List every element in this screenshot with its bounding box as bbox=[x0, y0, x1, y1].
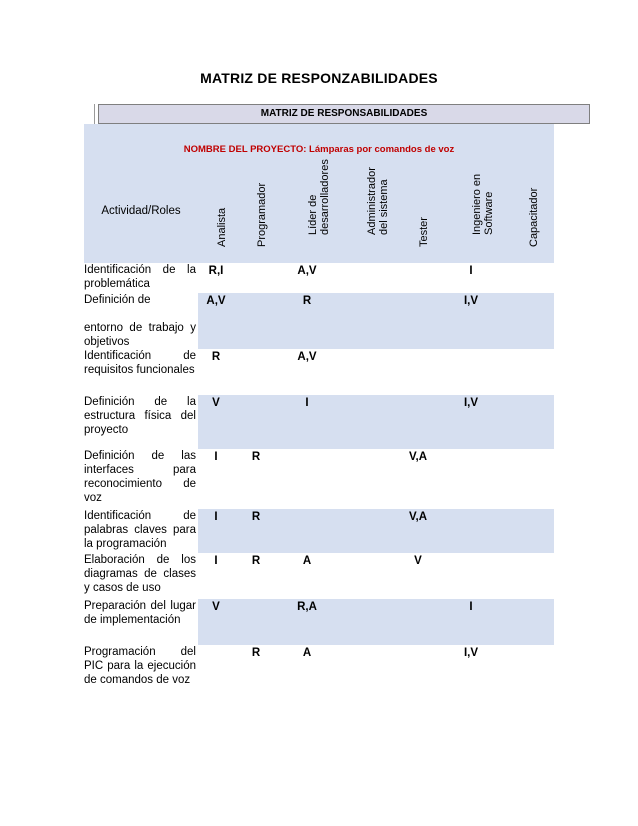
role-header-label: Programador bbox=[256, 182, 268, 247]
role-header bbox=[198, 158, 234, 263]
role-header bbox=[336, 158, 396, 263]
activity-cell: Elaboración de los diagramas de clases y casos de uso bbox=[84, 554, 196, 594]
activity-cell: Definición de las interfaces para reconocimiento de voz bbox=[84, 450, 196, 504]
role-cell-value: I bbox=[278, 395, 336, 449]
role-cell-value bbox=[502, 645, 554, 703]
role-cell-value: I bbox=[469, 265, 473, 277]
role-cell-value: V,A bbox=[408, 451, 428, 463]
document-title: MATRIZ DE RESPONZABILIDADES bbox=[200, 70, 438, 86]
table-row bbox=[84, 553, 554, 599]
role-cell-value bbox=[336, 599, 396, 645]
role-cell-value bbox=[278, 449, 336, 509]
role-cell-value: I,V bbox=[440, 395, 502, 449]
role-header bbox=[396, 158, 440, 263]
role-header bbox=[502, 158, 554, 263]
role-cell-value bbox=[336, 395, 396, 449]
role-cell-value bbox=[336, 509, 396, 553]
role-cell-value bbox=[502, 263, 554, 293]
activity-cell: Identificación de requisitos funcionales bbox=[84, 350, 196, 376]
role-header bbox=[234, 158, 278, 263]
table-row bbox=[84, 349, 554, 395]
role-cell-value bbox=[198, 645, 234, 703]
role-cell-value: A bbox=[302, 555, 312, 567]
table-row bbox=[84, 293, 554, 349]
role-cell-value: A bbox=[302, 647, 312, 659]
activity-cell: Programación del PIC para la ejecución de comandos de voz bbox=[84, 646, 196, 686]
role-cell-value bbox=[336, 449, 396, 509]
role-cell-value: A,V bbox=[198, 293, 234, 349]
table-row bbox=[84, 449, 554, 509]
role-cell-value bbox=[336, 553, 396, 599]
role-cell-value: A,V bbox=[297, 351, 317, 363]
role-cell-value bbox=[396, 293, 440, 349]
role-cell-value bbox=[502, 509, 554, 553]
role-cell-value: V bbox=[198, 395, 234, 449]
role-cell-value: I bbox=[440, 599, 502, 645]
role-cell-value: R bbox=[251, 555, 261, 567]
table-row bbox=[84, 509, 554, 553]
role-cell-value bbox=[234, 599, 278, 645]
role-header-label: Analista bbox=[216, 207, 228, 247]
role-cell-value: I bbox=[198, 509, 234, 553]
role-cell-value bbox=[440, 509, 502, 553]
activity-cell: Definición de entorno de trabajo y objetivos bbox=[84, 294, 196, 348]
role-cell-value bbox=[336, 293, 396, 349]
role-cell-value bbox=[440, 449, 502, 509]
activity-cell: Preparación del lugar de implementación bbox=[84, 599, 198, 645]
role-cell-value: I bbox=[214, 555, 218, 567]
role-header bbox=[440, 158, 502, 263]
role-cell-value: R bbox=[251, 647, 261, 659]
role-cell-value bbox=[336, 263, 396, 293]
role-cell-value: I,V bbox=[440, 293, 502, 349]
role-cell-value: R bbox=[234, 509, 278, 553]
role-cell-value bbox=[234, 263, 278, 293]
role-cell-value bbox=[396, 395, 440, 449]
role-cell-value: V,A bbox=[396, 509, 440, 553]
role-cell-value: R bbox=[251, 451, 261, 463]
role-cell-value: A,V bbox=[297, 265, 317, 277]
role-cell-value: R,A bbox=[278, 599, 336, 645]
role-header-label: Ingeniero en Software bbox=[471, 173, 495, 235]
role-header-label: Administrador del sistema bbox=[366, 167, 390, 235]
responsibility-matrix bbox=[84, 158, 554, 703]
role-cell-value bbox=[502, 293, 554, 349]
role-cell-value bbox=[440, 349, 502, 395]
role-cell-value: I,V bbox=[463, 647, 479, 659]
table-row bbox=[84, 645, 554, 703]
role-cell-value bbox=[502, 599, 554, 645]
role-cell-value bbox=[234, 349, 278, 395]
activity-cell: Identificación de la problemática bbox=[84, 264, 196, 290]
role-cell-value bbox=[502, 553, 554, 599]
role-header-label: Tester bbox=[418, 217, 430, 247]
role-cell-value bbox=[502, 449, 554, 509]
role-cell-value bbox=[234, 395, 278, 449]
table-row bbox=[84, 599, 554, 645]
role-cell-value: R,I bbox=[208, 265, 224, 277]
activity-cell: Definición de la estructura física del proyecto bbox=[84, 395, 198, 449]
role-cell-value: R bbox=[278, 293, 336, 349]
table-row bbox=[84, 263, 554, 293]
role-header-label: Capacitador bbox=[528, 187, 540, 247]
role-cell-value bbox=[336, 349, 396, 395]
project-name-label: NOMBRE DEL PROYECTO: Lámparas por comandos de voz bbox=[183, 144, 455, 155]
table-row bbox=[84, 395, 554, 449]
header-row bbox=[84, 158, 554, 263]
matrix-banner: MATRIZ DE RESPONSABILIDADES bbox=[98, 104, 590, 124]
role-header-label: Líder de desarrolladores bbox=[307, 159, 331, 235]
activity-cell: Identificación de palabras claves para la programación bbox=[84, 509, 198, 553]
role-cell-value bbox=[278, 509, 336, 553]
corner-header: Actividad/Roles bbox=[84, 158, 198, 263]
role-cell-value: V bbox=[198, 599, 234, 645]
role-cell-value bbox=[502, 349, 554, 395]
role-cell-value bbox=[396, 645, 440, 703]
role-cell-value: I bbox=[214, 451, 218, 463]
role-cell-value bbox=[234, 293, 278, 349]
role-cell-value bbox=[336, 645, 396, 703]
role-cell-value: V bbox=[414, 555, 422, 567]
role-cell-value bbox=[396, 263, 440, 293]
role-cell-value bbox=[440, 553, 502, 599]
role-cell-value bbox=[396, 349, 440, 395]
role-header bbox=[278, 158, 336, 263]
role-cell-value bbox=[502, 395, 554, 449]
role-cell-value bbox=[396, 599, 440, 645]
role-cell-value: R bbox=[211, 351, 221, 363]
